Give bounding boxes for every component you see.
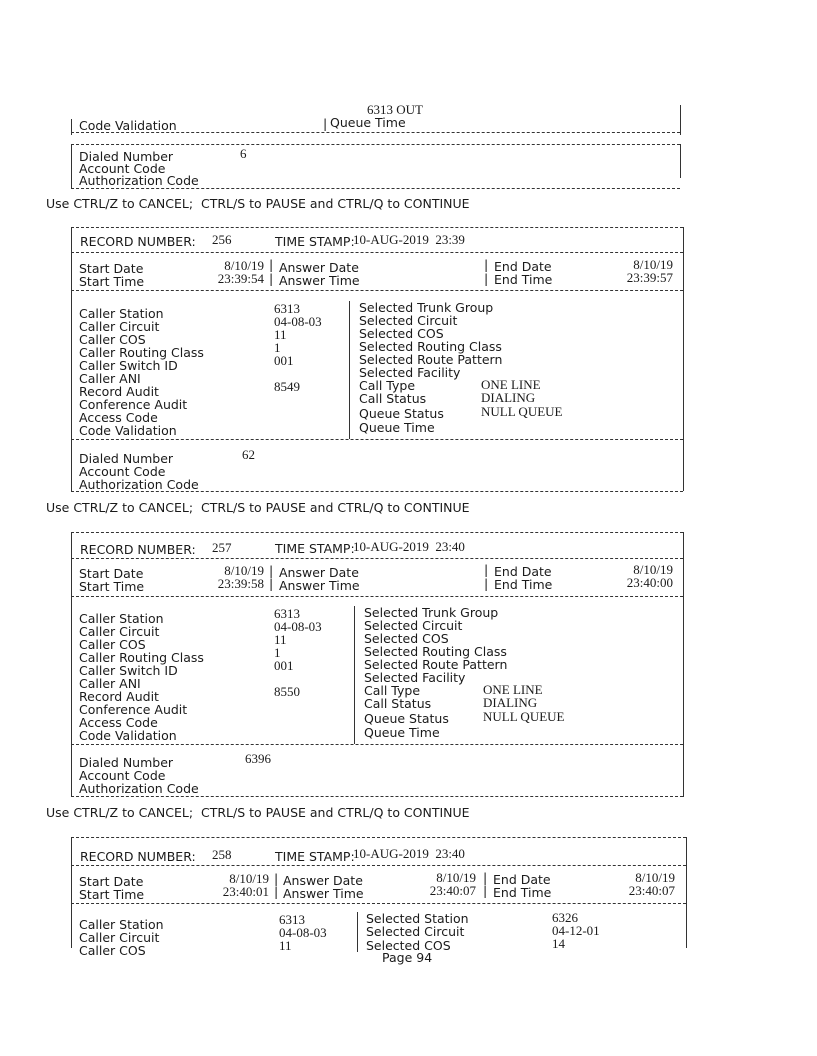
caller-circuit-value: 04-08-03 xyxy=(274,619,322,634)
caller-station-label: Caller Station xyxy=(79,611,164,626)
column-separator: | xyxy=(484,271,489,286)
divider xyxy=(71,596,683,597)
code-validation-label: Code Validation xyxy=(79,728,177,743)
divider xyxy=(71,188,680,189)
pause-notice: Use CTRL/Z to CANCEL; CTRL/S to PAUSE and CTRL/Q to CONTINUE xyxy=(46,805,470,820)
end-date-label: End Date xyxy=(494,259,552,274)
end-time-value: 23:39:57 xyxy=(626,270,673,285)
selected-trunk-group-label: Selected Trunk Group xyxy=(359,300,494,315)
end-time-value: 23:40:07 xyxy=(628,883,675,898)
caller-cos-label: Caller COS xyxy=(79,332,146,347)
account-code-label: Account Code xyxy=(79,161,166,176)
column-separator: | xyxy=(269,257,274,272)
dialed-number-label: Dialed Number xyxy=(79,755,174,770)
call-status-label: Call Status xyxy=(359,391,427,406)
divider xyxy=(71,837,686,838)
column-divider xyxy=(354,606,355,744)
caller-circuit-label: Caller Circuit xyxy=(79,930,160,945)
end-date-value: 8/10/19 xyxy=(635,870,675,885)
caller-circuit-value: 04-08-03 xyxy=(274,314,322,329)
divider xyxy=(71,903,686,904)
column-divider xyxy=(357,912,358,952)
selected-trunk-group-label: Selected Trunk Group xyxy=(364,605,499,620)
time-stamp-label: TIME STAMP: xyxy=(275,849,355,864)
queue-status-value: NULL QUEUE xyxy=(483,709,565,724)
authorization-code-label: Authorization Code xyxy=(79,477,199,492)
answer-date-label: Answer Date xyxy=(283,873,363,888)
call-status-label: Call Status xyxy=(364,696,432,711)
selected-circuit-label: Selected Circuit xyxy=(359,313,458,328)
caller-routing-class-label: Caller Routing Class xyxy=(79,650,204,665)
divider xyxy=(71,290,683,291)
end-time-label: End Time xyxy=(494,272,553,287)
divider xyxy=(71,532,683,533)
start-time-label: Start Time xyxy=(79,274,145,289)
column-separator: | xyxy=(269,563,274,578)
caller-cos-value: 11 xyxy=(279,938,292,953)
column-separator: | xyxy=(274,884,279,899)
start-date-label: Start Date xyxy=(79,261,144,276)
column-separator: | xyxy=(274,871,279,886)
time-stamp-label: TIME STAMP: xyxy=(275,541,355,556)
start-time-value: 23:39:54 xyxy=(217,271,264,286)
border-right xyxy=(680,144,681,178)
queue-status-label: Queue Status xyxy=(359,406,444,421)
call-status-value: DIALING xyxy=(481,390,536,405)
queue-status-value: NULL QUEUE xyxy=(481,404,563,419)
caller-ani-label: Caller ANI xyxy=(79,676,141,691)
record-number-value: 256 xyxy=(212,232,232,247)
selected-station-label: Selected Station xyxy=(366,911,469,926)
start-date-value: 8/10/19 xyxy=(224,563,264,578)
record-audit-label: Record Audit xyxy=(79,384,159,399)
conference-audit-label: Conference Audit xyxy=(79,397,188,412)
call-status-value: DIALING xyxy=(483,695,538,710)
time-stamp-value: 10-AUG-2019 23:40 xyxy=(353,846,465,861)
record-number-label: RECORD NUMBER: xyxy=(80,234,196,249)
column-separator: | xyxy=(269,576,274,591)
answer-date-label: Answer Date xyxy=(279,565,359,580)
border-right xyxy=(683,532,684,797)
column-separator: | xyxy=(484,562,489,577)
selected-circuit-label: Selected Circuit xyxy=(364,618,463,633)
border-right xyxy=(680,105,681,135)
authorization-code-label: Authorization Code xyxy=(79,173,199,188)
page-number: Page 94 xyxy=(382,950,433,965)
queue-time-label: Queue Time xyxy=(330,115,406,130)
pause-notice: Use CTRL/Z to CANCEL; CTRL/S to PAUSE and CTRL/Q to CONTINUE xyxy=(46,500,470,515)
answer-time-value: 23:40:07 xyxy=(429,883,476,898)
end-time-value: 23:40:00 xyxy=(626,575,673,590)
code-validation-label: Code Validation xyxy=(79,118,177,133)
column-separator: | xyxy=(483,883,488,898)
divider xyxy=(71,227,683,228)
divider xyxy=(71,558,683,559)
border-right xyxy=(686,837,687,948)
caller-station-value: 6313 xyxy=(274,606,300,621)
caller-station-label: Caller Station xyxy=(79,306,164,321)
call-type-value: ONE LINE xyxy=(481,377,541,392)
account-code-label: Account Code xyxy=(79,768,166,783)
column-separator: | xyxy=(483,870,488,885)
selected-cos-label: Selected COS xyxy=(359,326,444,341)
divider xyxy=(71,491,683,492)
conference-audit-label: Conference Audit xyxy=(79,702,188,717)
dialed-number-value: 62 xyxy=(242,447,255,462)
access-code-label: Access Code xyxy=(79,410,158,425)
start-time-value: 23:40:01 xyxy=(222,884,269,899)
caller-circuit-label: Caller Circuit xyxy=(79,624,160,639)
caller-routing-class-label: Caller Routing Class xyxy=(79,345,204,360)
caller-cos-label: Caller COS xyxy=(79,637,146,652)
border-left xyxy=(71,837,72,948)
selected-cos-label: Selected COS xyxy=(366,938,451,953)
answer-date-label: Answer Date xyxy=(279,260,359,275)
queue-status-label: Queue Status xyxy=(364,711,449,726)
code-validation-label: Code Validation xyxy=(79,423,177,438)
divider xyxy=(71,796,683,797)
record-audit-label: Record Audit xyxy=(79,689,159,704)
access-code-label: Access Code xyxy=(79,715,158,730)
time-stamp-label: TIME STAMP: xyxy=(275,234,355,249)
border-left xyxy=(71,144,72,188)
selected-route-pattern-label: Selected Route Pattern xyxy=(359,352,503,367)
dialed-number-value: 6 xyxy=(240,146,247,161)
caller-cos-value: 11 xyxy=(274,327,287,342)
column-separator: | xyxy=(323,116,328,131)
caller-station-label: Caller Station xyxy=(79,917,164,932)
start-date-label: Start Date xyxy=(79,874,144,889)
record-number-label: RECORD NUMBER: xyxy=(80,542,196,557)
record-audit-value: 8549 xyxy=(274,379,300,394)
start-date-label: Start Date xyxy=(79,566,144,581)
selected-route-pattern-label: Selected Route Pattern xyxy=(364,657,508,672)
column-separator: | xyxy=(484,257,489,272)
pause-notice: Use CTRL/Z to CANCEL; CTRL/S to PAUSE and CTRL/Q to CONTINUE xyxy=(46,196,470,211)
caller-circuit-label: Caller Circuit xyxy=(79,319,160,334)
account-code-label: Account Code xyxy=(79,464,166,479)
time-stamp-value: 10-AUG-2019 23:39 xyxy=(353,232,465,247)
caller-switch-id-label: Caller Switch ID xyxy=(79,663,178,678)
divider xyxy=(71,865,686,866)
caller-switch-id-value: 001 xyxy=(274,353,294,368)
start-time-value: 23:39:58 xyxy=(217,576,264,591)
selected-routing-class-label: Selected Routing Class xyxy=(359,339,502,354)
caller-station-value: 6313 xyxy=(274,301,300,316)
answer-time-label: Answer Time xyxy=(279,273,360,288)
divider xyxy=(71,132,680,133)
border-left xyxy=(71,227,72,491)
record-audit-value: 8550 xyxy=(274,684,300,699)
record-number-value: 258 xyxy=(212,847,232,862)
dialed-number-label: Dialed Number xyxy=(79,149,174,164)
record-number-label: RECORD NUMBER: xyxy=(80,849,196,864)
caller-switch-id-label: Caller Switch ID xyxy=(79,358,178,373)
selected-station-value: 6326 xyxy=(552,910,578,925)
start-date-value: 8/10/19 xyxy=(229,871,269,886)
end-date-value: 8/10/19 xyxy=(633,257,673,272)
caller-cos-label: Caller COS xyxy=(79,943,146,958)
caller-station-value: 6313 xyxy=(279,912,305,927)
end-date-value: 8/10/19 xyxy=(633,562,673,577)
selected-cos-label: Selected COS xyxy=(364,631,449,646)
caller-circuit-value: 04-08-03 xyxy=(279,925,327,940)
selected-circuit-label: Selected Circuit xyxy=(366,924,465,939)
time-stamp-value: 10-AUG-2019 23:40 xyxy=(353,539,465,554)
top-header: 6313 OUT xyxy=(367,102,423,117)
caller-ani-label: Caller ANI xyxy=(79,371,141,386)
queue-time-label: Queue Time xyxy=(359,420,435,435)
divider xyxy=(71,144,680,145)
record-number-value: 257 xyxy=(212,540,232,555)
caller-cos-value: 11 xyxy=(274,632,287,647)
answer-date-value: 8/10/19 xyxy=(436,870,476,885)
end-time-label: End Time xyxy=(493,885,552,900)
call-type-value: ONE LINE xyxy=(483,682,543,697)
selected-facility-label: Selected Facility xyxy=(364,670,466,685)
start-time-label: Start Time xyxy=(79,579,145,594)
divider xyxy=(71,439,683,440)
end-date-label: End Date xyxy=(494,564,552,579)
selected-circuit-value: 04-12-01 xyxy=(552,923,600,938)
call-type-label: Call Type xyxy=(364,683,421,698)
authorization-code-label: Authorization Code xyxy=(79,781,199,796)
dialed-number-value: 6396 xyxy=(245,751,271,766)
column-divider xyxy=(349,301,350,439)
divider xyxy=(71,252,683,253)
divider xyxy=(71,744,683,745)
border-left xyxy=(71,532,72,797)
queue-time-label: Queue Time xyxy=(364,725,440,740)
selected-facility-label: Selected Facility xyxy=(359,365,461,380)
border-right xyxy=(683,227,684,491)
selected-cos-value: 14 xyxy=(552,936,565,951)
answer-time-label: Answer Time xyxy=(283,886,364,901)
caller-routing-class-value: 1 xyxy=(274,340,281,355)
end-date-label: End Date xyxy=(493,872,551,887)
start-date-value: 8/10/19 xyxy=(224,258,264,273)
column-separator: | xyxy=(269,271,274,286)
end-time-label: End Time xyxy=(494,577,553,592)
call-type-label: Call Type xyxy=(359,378,416,393)
caller-switch-id-value: 001 xyxy=(274,658,294,673)
selected-routing-class-label: Selected Routing Class xyxy=(364,644,507,659)
answer-time-label: Answer Time xyxy=(279,578,360,593)
dialed-number-label: Dialed Number xyxy=(79,451,174,466)
column-separator: | xyxy=(484,576,489,591)
start-time-label: Start Time xyxy=(79,887,145,902)
caller-routing-class-value: 1 xyxy=(274,645,281,660)
